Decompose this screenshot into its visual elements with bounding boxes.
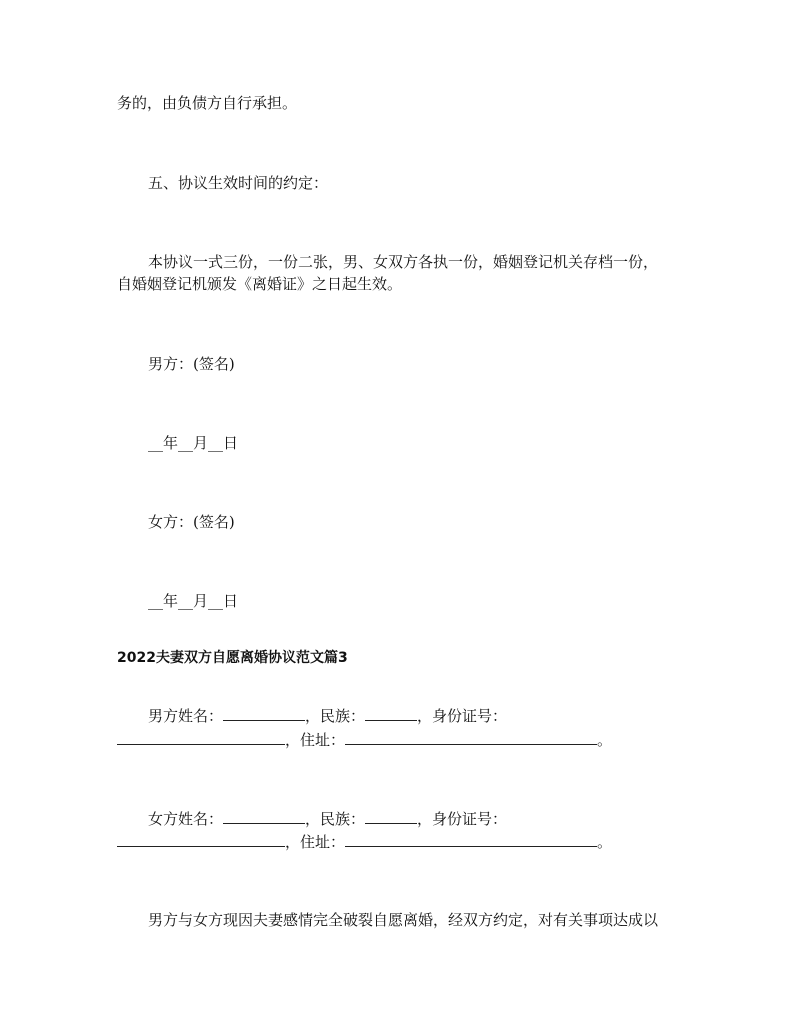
female-id-blank [117,832,285,847]
male-id-label: ，身份证号： [417,707,508,725]
male-ethnicity-blank [365,706,417,721]
female-info-line-2 [117,832,612,852]
section-3-title: 2022夫妻双方自愿离婚协议范文篇3 [117,650,348,666]
female-ethnicity-blank [365,809,417,824]
female-name-label: 女方姓名： [148,810,224,828]
section-5-line-1: 本协议一式三份，一份二张，男、女双方各执一份，婚姻登记机关存档一份， [148,253,659,271]
male-id-blank [117,730,285,745]
female-info-end: 。 [597,833,613,851]
date-line-1: __年__月__日 [148,434,239,452]
male-info-line-1 [148,706,507,726]
female-info-line-1 [148,809,507,829]
section-5-heading: 五、协议生效时间的约定： [148,174,329,192]
male-ethnicity-label: ，民族： [305,707,366,725]
female-signature: 女方：(签名) [148,513,235,531]
paragraph-debt-tail: 务的，由负债方自行承担。 [117,94,298,112]
female-ethnicity-label: ，民族： [305,810,366,828]
date-line-2: __年__月__日 [148,592,239,610]
female-address-blank [345,832,597,847]
female-name-blank [223,809,305,824]
male-info-line-2 [117,730,612,750]
male-name-blank [223,706,305,721]
female-address-label: ，住址： [285,833,346,851]
male-name-label: 男方姓名： [148,707,224,725]
male-address-blank [345,730,597,745]
male-info-end: 。 [597,731,613,749]
female-id-label: ，身份证号： [417,810,508,828]
intro-line: 男方与女方现因夫妻感情完全破裂自愿离婚，经双方约定，对有关事项达成以 [148,911,659,929]
male-address-label: ，住址： [285,731,346,749]
section-5-line-2: 自婚姻登记机颁发《离婚证》之日起生效。 [117,275,403,293]
male-signature: 男方：(签名) [148,355,235,373]
